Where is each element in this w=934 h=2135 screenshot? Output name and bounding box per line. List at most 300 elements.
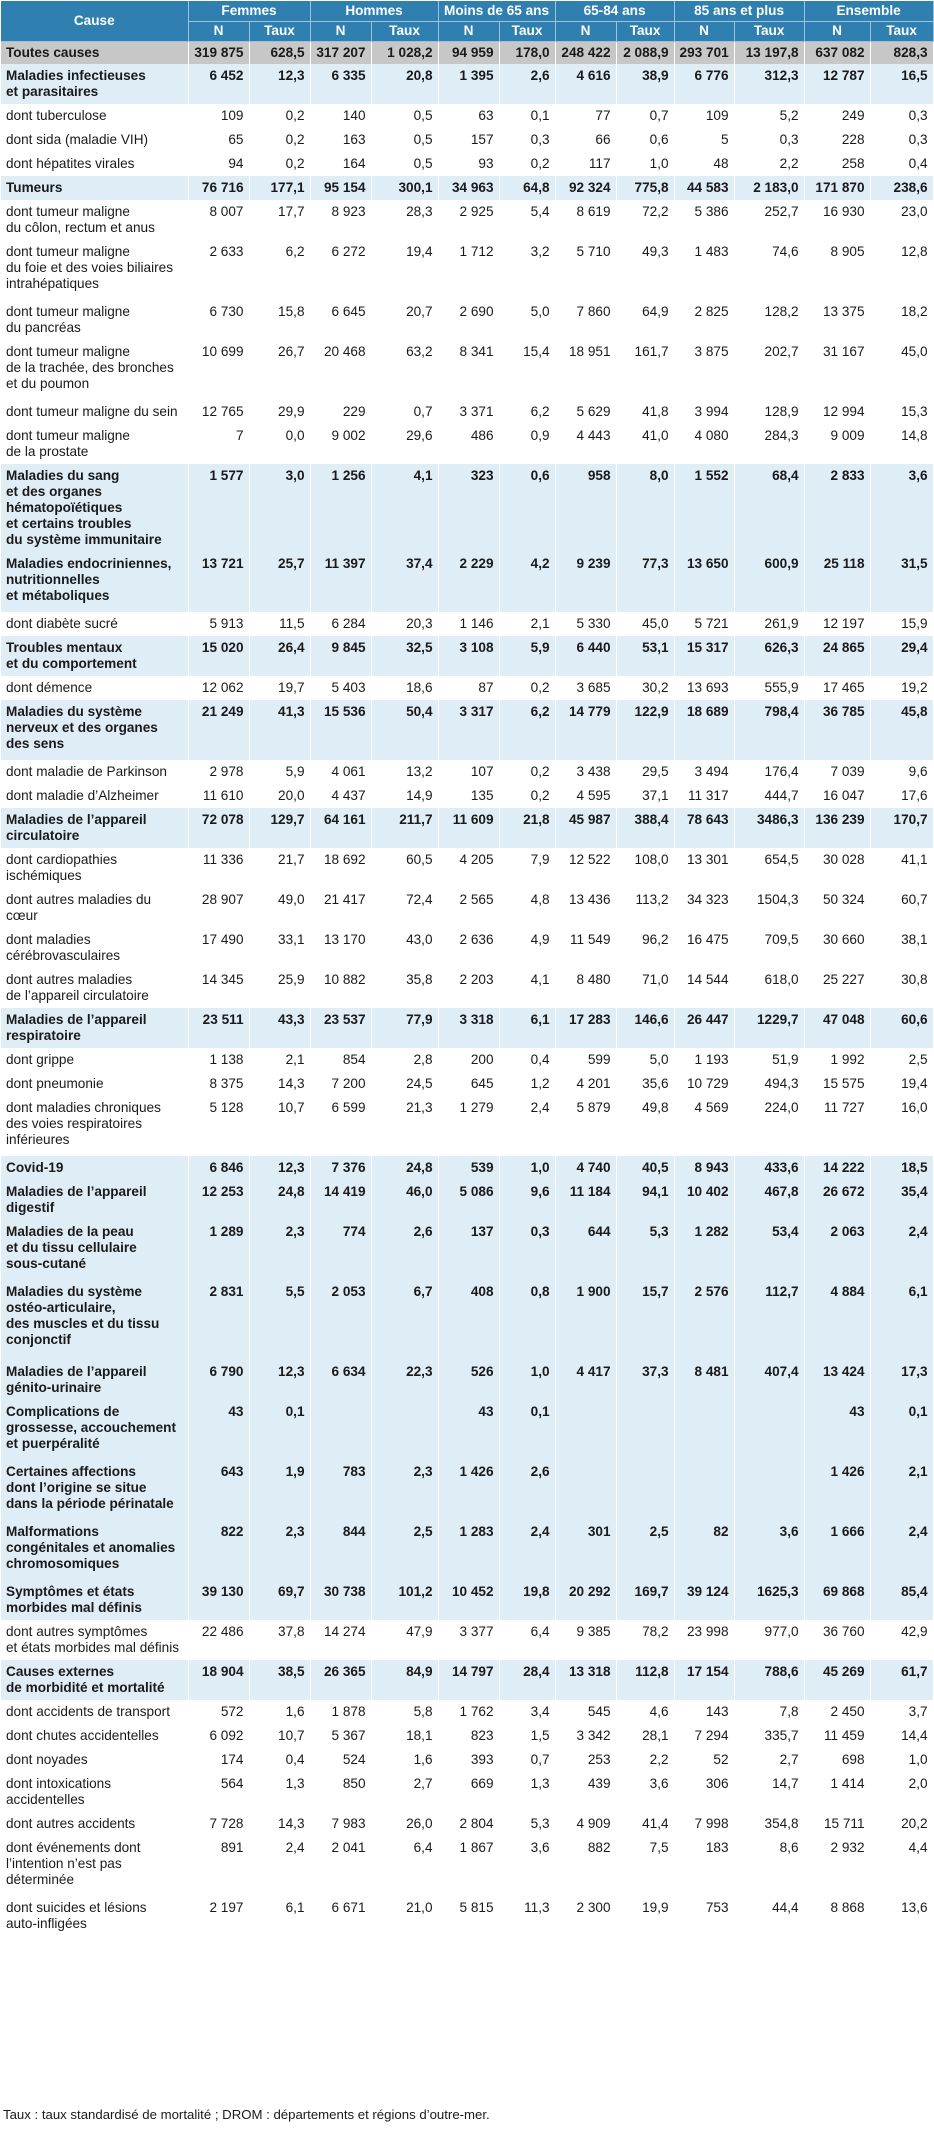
cell-n: 109 <box>188 104 249 128</box>
cell-n: 10 729 <box>674 1072 734 1096</box>
cell-taux: 122,9 <box>616 700 674 760</box>
cell-taux: 1,2 <box>499 1072 555 1096</box>
table-row <box>1 400 933 424</box>
cell-taux: 45,0 <box>616 612 674 636</box>
cell-taux: 84,9 <box>371 1660 438 1700</box>
cell-n: 7 376 <box>310 1156 371 1180</box>
cell-taux: 26,0 <box>371 1812 438 1836</box>
cell-taux <box>734 1460 804 1520</box>
cell-taux: 30,2 <box>616 676 674 700</box>
cell-taux: 354,8 <box>734 1812 804 1836</box>
cell-n: 11 549 <box>555 928 616 968</box>
cell-n: 5 367 <box>310 1724 371 1748</box>
cell-n: 7 039 <box>804 760 870 784</box>
cell-taux: 0,8 <box>499 1280 555 1360</box>
cell-n: 698 <box>804 1748 870 1772</box>
cause-label: Maladies de l’appareil génito-urinaire <box>1 1360 188 1400</box>
cell-n: 6 671 <box>310 1896 371 1936</box>
cell-taux: 47,9 <box>371 1620 438 1660</box>
cell-taux: 43,3 <box>249 1008 310 1048</box>
cell-n: 92 324 <box>555 176 616 200</box>
cell-n: 17 465 <box>804 676 870 700</box>
cell-n: 8 480 <box>555 968 616 1008</box>
cell-n: 2 203 <box>438 968 499 1008</box>
cell-taux: 2,8 <box>371 1048 438 1072</box>
cell-taux: 3486,3 <box>734 808 804 848</box>
cause-label: Maladies du sang et des organes hématopoïétiques et certains troubles du système immunitaire <box>1 464 188 552</box>
cell-n: 248 422 <box>555 41 616 64</box>
table-row <box>1 1360 933 1400</box>
cell-n: 3 685 <box>555 676 616 700</box>
cell-n: 2 053 <box>310 1280 371 1360</box>
cell-n: 14 544 <box>674 968 734 1008</box>
cause-label: Malformations congénitales et anomalies chromosomiques <box>1 1520 188 1580</box>
cell-taux: 2,1 <box>499 612 555 636</box>
cell-n: 12 522 <box>555 848 616 888</box>
cell-n: 3 371 <box>438 400 499 424</box>
cell-taux: 1,3 <box>499 1772 555 1812</box>
cell-taux: 828,3 <box>870 41 933 64</box>
table-row <box>1 1180 933 1220</box>
cell-n: 6 284 <box>310 612 371 636</box>
cell-n: 11 459 <box>804 1724 870 1748</box>
cell-taux: 20,2 <box>870 1812 933 1836</box>
cell-taux: 2,1 <box>249 1048 310 1072</box>
cell-taux: 2 088,9 <box>616 41 674 64</box>
cell-taux: 2,4 <box>870 1220 933 1280</box>
cell-n: 6 335 <box>310 64 371 104</box>
cell-taux: 41,8 <box>616 400 674 424</box>
cell-taux: 1,3 <box>249 1772 310 1812</box>
cell-taux: 2,4 <box>499 1520 555 1580</box>
cell-n: 5 330 <box>555 612 616 636</box>
cause-label: Certaines affections dont l’origine se situe dans la période périnatale <box>1 1460 188 1520</box>
table-row <box>1 1048 933 1072</box>
cause-label: dont chutes accidentelles <box>1 1724 188 1748</box>
cell-n: 10 882 <box>310 968 371 1008</box>
cell-taux: 41,3 <box>249 700 310 760</box>
table-row <box>1 424 933 464</box>
cell-taux: 5,9 <box>499 636 555 676</box>
cell-taux: 71,0 <box>616 968 674 1008</box>
cell-taux: 0,3 <box>870 128 933 152</box>
cell-n: 9 385 <box>555 1620 616 1660</box>
cell-n: 10 699 <box>188 340 249 400</box>
cell-n: 7 860 <box>555 300 616 340</box>
cell-n: 13 318 <box>555 1660 616 1700</box>
cell-taux: 618,0 <box>734 968 804 1008</box>
cell-taux: 63,2 <box>371 340 438 400</box>
cell-n: 20 292 <box>555 1580 616 1620</box>
cell-taux: 37,1 <box>616 784 674 808</box>
cell-taux: 626,3 <box>734 636 804 676</box>
cell-n <box>674 1460 734 1520</box>
cell-taux: 24,8 <box>371 1156 438 1180</box>
cell-n: 95 154 <box>310 176 371 200</box>
cell-taux: 2,5 <box>616 1520 674 1580</box>
cell-n: 4 201 <box>555 1072 616 1096</box>
cell-n: 645 <box>438 1072 499 1096</box>
table-row <box>1 676 933 700</box>
subheader-taux: Taux <box>249 21 310 41</box>
cell-n: 958 <box>555 464 616 552</box>
table-header <box>1 1 933 41</box>
cell-taux: 1 028,2 <box>371 41 438 64</box>
cell-n: 12 253 <box>188 1180 249 1220</box>
cell-taux: 5,3 <box>616 1220 674 1280</box>
cell-n: 18 692 <box>310 848 371 888</box>
cell-taux: 709,5 <box>734 928 804 968</box>
cell-taux: 169,7 <box>616 1580 674 1620</box>
cell-taux: 0,5 <box>371 104 438 128</box>
cell-n: 45 269 <box>804 1660 870 1700</box>
cell-taux <box>371 1400 438 1460</box>
subheader-taux: Taux <box>616 21 674 41</box>
cell-taux: 1,0 <box>499 1156 555 1180</box>
cell-n: 34 323 <box>674 888 734 928</box>
cell-taux: 178,0 <box>499 41 555 64</box>
cell-n: 52 <box>674 1748 734 1772</box>
cell-taux: 2,2 <box>734 152 804 176</box>
cell-taux: 128,2 <box>734 300 804 340</box>
cell-taux: 0,4 <box>870 152 933 176</box>
cell-taux: 5,3 <box>499 1812 555 1836</box>
cause-label: dont suicides et lésions auto-infligées <box>1 1896 188 1936</box>
table-row <box>1 1460 933 1520</box>
cell-taux: 1504,3 <box>734 888 804 928</box>
cell-n: 323 <box>438 464 499 552</box>
cell-n: 5 710 <box>555 240 616 300</box>
cell-n: 15 317 <box>674 636 734 676</box>
cause-label: Symptômes et états morbides mal définis <box>1 1580 188 1620</box>
cell-taux: 300,1 <box>371 176 438 200</box>
subheader-n: N <box>804 21 870 41</box>
cell-taux: 94,1 <box>616 1180 674 1220</box>
cause-header: Cause <box>1 1 188 41</box>
cause-label: Maladies du système ostéo-articulaire, des muscles et du tissu conjonctif <box>1 1280 188 1360</box>
cell-taux: 49,0 <box>249 888 310 928</box>
cell-n: 844 <box>310 1520 371 1580</box>
cell-n: 3 317 <box>438 700 499 760</box>
cause-label: Tumeurs <box>1 176 188 200</box>
table-row <box>1 848 933 888</box>
cause-label: dont événements dont l’intention n’est pas déterminée <box>1 1836 188 1896</box>
table-row <box>1 1280 933 1360</box>
cell-taux: 21,0 <box>371 1896 438 1936</box>
cell-n: 18 689 <box>674 700 734 760</box>
cell-taux: 252,7 <box>734 200 804 240</box>
subheader-taux: Taux <box>371 21 438 41</box>
cell-taux: 0,7 <box>616 104 674 128</box>
cell-n: 78 643 <box>674 808 734 848</box>
table-row <box>1 1620 933 1660</box>
cell-n: 200 <box>438 1048 499 1072</box>
cell-taux <box>616 1460 674 1520</box>
cell-taux: 2,6 <box>499 1460 555 1520</box>
cell-taux: 53,4 <box>734 1220 804 1280</box>
cell-n: 4 740 <box>555 1156 616 1180</box>
table-row <box>1 808 933 848</box>
cell-taux: 977,0 <box>734 1620 804 1660</box>
table-row <box>1 1660 933 1700</box>
cell-taux: 2,7 <box>734 1748 804 1772</box>
cell-n: 564 <box>188 1772 249 1812</box>
cause-label: dont maladies chroniques des voies respiratoires inférieures <box>1 1096 188 1156</box>
cell-n: 6 599 <box>310 1096 371 1156</box>
cell-n: 13 693 <box>674 676 734 700</box>
cause-label: dont pneumonie <box>1 1072 188 1096</box>
cell-taux: 0,1 <box>499 104 555 128</box>
cell-n: 12 994 <box>804 400 870 424</box>
cell-taux: 0,5 <box>371 152 438 176</box>
cell-taux: 38,5 <box>249 1660 310 1700</box>
cell-taux: 33,1 <box>249 928 310 968</box>
cell-taux: 24,5 <box>371 1072 438 1096</box>
cell-n: 2 636 <box>438 928 499 968</box>
cell-n: 8 619 <box>555 200 616 240</box>
cell-n <box>674 1400 734 1460</box>
cell-n: 7 294 <box>674 1724 734 1748</box>
cell-n: 2 932 <box>804 1836 870 1896</box>
cell-n: 13 721 <box>188 552 249 612</box>
cell-taux: 0,5 <box>371 128 438 152</box>
cell-taux: 6,4 <box>371 1836 438 1896</box>
cell-taux: 61,7 <box>870 1660 933 1700</box>
cell-taux: 2,3 <box>371 1460 438 1520</box>
cell-n: 6 092 <box>188 1724 249 1748</box>
cell-taux: 77,3 <box>616 552 674 612</box>
cell-taux: 14,3 <box>249 1812 310 1836</box>
cell-taux: 444,7 <box>734 784 804 808</box>
cell-taux: 161,7 <box>616 340 674 400</box>
group-header-femmes: Femmes <box>188 1 310 21</box>
cell-n: 1 867 <box>438 1836 499 1896</box>
cell-n: 10 402 <box>674 1180 734 1220</box>
cell-taux: 0,6 <box>616 128 674 152</box>
cell-n: 8 007 <box>188 200 249 240</box>
cell-taux: 6,2 <box>499 700 555 760</box>
cell-taux: 96,2 <box>616 928 674 968</box>
table-row <box>1 1724 933 1748</box>
cell-taux: 555,9 <box>734 676 804 700</box>
cell-n: 25 227 <box>804 968 870 1008</box>
cell-n: 12 062 <box>188 676 249 700</box>
cell-n: 1 577 <box>188 464 249 552</box>
cell-n: 5 086 <box>438 1180 499 1220</box>
cell-taux: 20,8 <box>371 64 438 104</box>
table-row <box>1 340 933 400</box>
cell-taux: 29,9 <box>249 400 310 424</box>
cell-n: 18 951 <box>555 340 616 400</box>
cell-n: 2 633 <box>188 240 249 300</box>
table-row <box>1 1700 933 1724</box>
table-row <box>1 760 933 784</box>
cell-taux: 41,1 <box>870 848 933 888</box>
cell-n: 163 <box>310 128 371 152</box>
cell-n: 2 804 <box>438 1812 499 1836</box>
cell-taux: 0,1 <box>499 1400 555 1460</box>
cell-n: 14 274 <box>310 1620 371 1660</box>
cell-n: 50 324 <box>804 888 870 928</box>
cell-n: 1 414 <box>804 1772 870 1812</box>
cell-n: 545 <box>555 1700 616 1724</box>
cell-taux: 2 183,0 <box>734 176 804 200</box>
cell-n: 137 <box>438 1220 499 1280</box>
cell-taux: 170,7 <box>870 808 933 848</box>
cell-taux: 2,0 <box>870 1772 933 1812</box>
cell-taux: 26,4 <box>249 636 310 676</box>
cell-n: 5 386 <box>674 200 734 240</box>
cell-n: 4 443 <box>555 424 616 464</box>
cell-taux: 108,0 <box>616 848 674 888</box>
group-header-moins-65: Moins de 65 ans <box>438 1 555 21</box>
cell-n: 15 575 <box>804 1072 870 1096</box>
cause-label: Covid-19 <box>1 1156 188 1180</box>
cell-n: 157 <box>438 128 499 152</box>
cell-n: 228 <box>804 128 870 152</box>
cell-n: 48 <box>674 152 734 176</box>
cell-taux: 112,8 <box>616 1660 674 1700</box>
cell-taux: 37,4 <box>371 552 438 612</box>
table-row <box>1 1072 933 1096</box>
cell-n: 572 <box>188 1700 249 1724</box>
cell-n: 4 595 <box>555 784 616 808</box>
cell-n: 753 <box>674 1896 734 1936</box>
table-row <box>1 200 933 240</box>
cell-n: 6 776 <box>674 64 734 104</box>
cell-taux: 21,8 <box>499 808 555 848</box>
cell-n: 2 576 <box>674 1280 734 1360</box>
cell-n: 8 481 <box>674 1360 734 1400</box>
cell-n: 135 <box>438 784 499 808</box>
cell-taux: 2,6 <box>499 64 555 104</box>
cell-n: 599 <box>555 1048 616 1072</box>
subheader-n: N <box>438 21 499 41</box>
cell-taux: 85,4 <box>870 1580 933 1620</box>
cell-taux: 9,6 <box>499 1180 555 1220</box>
cell-taux: 19,8 <box>499 1580 555 1620</box>
cause-label: dont noyades <box>1 1748 188 1772</box>
cell-n: 12 787 <box>804 64 870 104</box>
cell-n: 1 666 <box>804 1520 870 1580</box>
cause-label: dont autres maladies du cœur <box>1 888 188 928</box>
cell-n: 17 490 <box>188 928 249 968</box>
cause-label: Causes externes de morbidité et mortalité <box>1 1660 188 1700</box>
cell-taux: 0,7 <box>371 400 438 424</box>
table-row <box>1 41 933 64</box>
cell-n: 6 440 <box>555 636 616 676</box>
cell-taux: 4,6 <box>616 1700 674 1724</box>
cell-n: 13 436 <box>555 888 616 928</box>
cause-label: Maladies du système nerveux et des organes des sens <box>1 700 188 760</box>
cell-n: 20 468 <box>310 340 371 400</box>
cell-n: 306 <box>674 1772 734 1812</box>
cell-taux: 37,8 <box>249 1620 310 1660</box>
cell-n: 5 629 <box>555 400 616 424</box>
cell-n: 7 983 <box>310 1812 371 1836</box>
cell-taux: 600,9 <box>734 552 804 612</box>
cell-taux: 10,7 <box>249 1724 310 1748</box>
cell-n: 4 205 <box>438 848 499 888</box>
cell-taux: 3,6 <box>734 1520 804 1580</box>
cell-taux: 788,6 <box>734 1660 804 1700</box>
cell-taux: 38,9 <box>616 64 674 104</box>
cell-n: 2 690 <box>438 300 499 340</box>
subheader-taux: Taux <box>870 21 933 41</box>
cell-taux: 12,3 <box>249 64 310 104</box>
table-row <box>1 1580 933 1620</box>
cause-label: dont intoxications accidentelles <box>1 1772 188 1812</box>
cell-taux: 17,7 <box>249 200 310 240</box>
cell-taux: 74,6 <box>734 240 804 300</box>
cause-label: dont grippe <box>1 1048 188 1072</box>
cell-taux: 53,1 <box>616 636 674 676</box>
table-row <box>1 1096 933 1156</box>
cell-n: 1 395 <box>438 64 499 104</box>
cell-n: 229 <box>310 400 371 424</box>
cause-label: Troubles mentaux et du comportement <box>1 636 188 676</box>
cell-n: 30 738 <box>310 1580 371 1620</box>
cell-taux: 25,7 <box>249 552 310 612</box>
cell-taux: 202,7 <box>734 340 804 400</box>
cause-label: dont tumeur maligne de la prostate <box>1 424 188 464</box>
cell-taux: 18,5 <box>870 1156 933 1180</box>
cell-taux: 6,7 <box>371 1280 438 1360</box>
cause-label: Maladies endocriniennes, nutritionnelles et métaboliques <box>1 552 188 612</box>
cell-taux: 2,4 <box>870 1520 933 1580</box>
cell-taux: 1229,7 <box>734 1008 804 1048</box>
cell-n: 882 <box>555 1836 616 1896</box>
cell-taux: 23,0 <box>870 200 933 240</box>
cell-n: 8 905 <box>804 240 870 300</box>
cell-taux: 0,3 <box>499 1220 555 1280</box>
cell-taux: 9,6 <box>870 760 933 784</box>
cell-taux: 0,0 <box>249 424 310 464</box>
cell-n: 13 650 <box>674 552 734 612</box>
table-row <box>1 104 933 128</box>
cell-taux: 3,6 <box>870 464 933 552</box>
cell-n: 5 721 <box>674 612 734 636</box>
table-row <box>1 1812 933 1836</box>
cell-n: 823 <box>438 1724 499 1748</box>
cause-label: dont sida (maladie VIH) <box>1 128 188 152</box>
cell-n: 3 494 <box>674 760 734 784</box>
table-row <box>1 968 933 1008</box>
cell-n: 13 424 <box>804 1360 870 1400</box>
cell-n: 47 048 <box>804 1008 870 1048</box>
cell-n: 258 <box>804 152 870 176</box>
cell-n: 26 672 <box>804 1180 870 1220</box>
cell-taux: 5,4 <box>499 200 555 240</box>
cell-taux: 654,5 <box>734 848 804 888</box>
cell-n: 11 727 <box>804 1096 870 1156</box>
cell-n: 17 283 <box>555 1008 616 1048</box>
mortality-table <box>1 1 934 1936</box>
cause-label: dont maladie d’Alzheimer <box>1 784 188 808</box>
cell-n: 36 785 <box>804 700 870 760</box>
cell-n: 7 728 <box>188 1812 249 1836</box>
table-row <box>1 152 933 176</box>
cell-n: 87 <box>438 676 499 700</box>
cell-taux: 14,9 <box>371 784 438 808</box>
cell-n: 8 943 <box>674 1156 734 1180</box>
cell-n: 183 <box>674 1836 734 1896</box>
cell-taux: 261,9 <box>734 612 804 636</box>
cell-n: 1 283 <box>438 1520 499 1580</box>
cell-taux: 1,0 <box>499 1360 555 1400</box>
cell-n: 3 438 <box>555 760 616 784</box>
cell-taux: 0,2 <box>499 760 555 784</box>
